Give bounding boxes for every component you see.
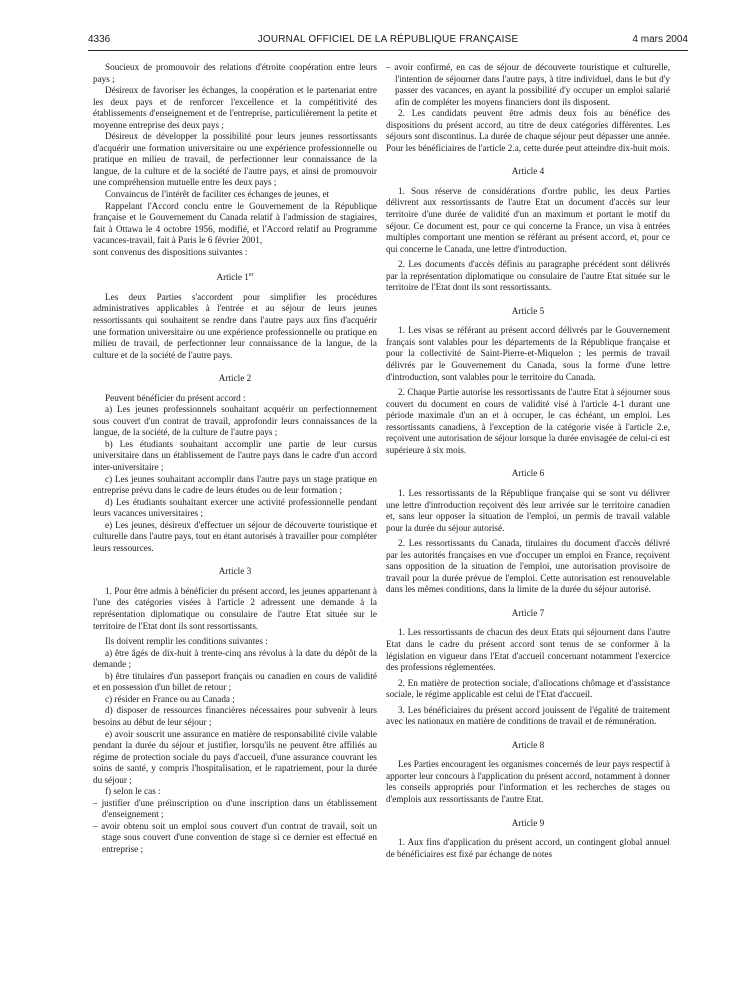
article-2-item: b) Les étudiants souhaitant accomplir une partie de leur cursus universitaire dans un établissement de l'autre pays dans le cadre d'un accord inter-universitaire ; — [93, 438, 377, 473]
article-2-heading: Article 2 — [218, 373, 252, 384]
article-2-item: d) Les étudiants souhaitant exercer une activité professionnelle pendant leurs vacances universitaires ; — [93, 496, 377, 519]
article-3-dash-item: – avoir obtenu soit un emploi sous couvert d'un contrat de travail, soit un stage sous couvert d'une convention de stage si ce dernier est effectué en entreprise ; — [93, 820, 377, 854]
page-number: 4336 — [88, 34, 111, 45]
article-3-paragraph: 2. Les candidats peuvent être admis deux fois au bénéfice des dispositions du présent accord, au titre de deux catégories différentes. Les séjours sont discontinus. La durée de chaque séjour peut dépasser une année. Pour les bénéficiaires de l'article 2.a, cette durée peut atteindre dix-huit mois. — [386, 108, 670, 153]
article-5-paragraph: 1. Les visas se référant au présent accord délivrés par le Gouvernement français sont valables pour les départements de la République française et pour la collectivité de Saint-Pierre-et-Miquelon ; les permis de travail délivrés par le Gouvernement du Canada, sous la forme d'une lettre d'introduction, sont valables pour le territoire du Canada. — [386, 325, 670, 382]
article-9-heading: Article 9 — [511, 817, 545, 828]
article-4-heading: Article 4 — [511, 166, 545, 177]
article-7-paragraph: 3. Les bénéficiaires du présent accord jouissent de l'égalité de traitement avec les nationaux en matière de conditions de travail et de rémunération. — [386, 704, 670, 727]
article-3-intro: Ils doivent remplir les conditions suivantes : — [105, 636, 268, 647]
article-8-heading: Article 8 — [511, 739, 545, 750]
article-3-heading: Article 3 — [218, 566, 252, 577]
preamble-paragraph: Soucieux de promouvoir des relations d'étroite coopération entre leurs pays ; — [93, 62, 377, 84]
article-4-paragraph: 1. Sous réserve de considérations d'ordre public, les deux Parties délivrent aux ressortissants de l'autre Etat un document d'accès sur leur territoire d'une durée de validité d'un an maximum et portant le motif du séjour. Ce document est, pour ce qui concerne la France, un visa à entrées multiples comportant une mention se référant au présent accord, et, pour ce qui concerne le Canada, une lettre d'introduction. — [386, 185, 670, 254]
article-3-item: d) disposer de ressources financières nécessaires pour subvenir à leurs besoins au début de leur séjour ; — [93, 705, 377, 727]
article-3-item: c) résider en France ou au Canada ; — [105, 693, 235, 704]
article-3-dash-item: – justifier d'une préinscription ou d'une inscription dans un établissement d'enseignement ; — [93, 797, 377, 820]
left-column — [93, 62, 377, 856]
article-7-heading: Article 7 — [511, 607, 545, 618]
page-header — [88, 34, 688, 51]
article-2-intro: Peuvent bénéficier du présent accord : — [105, 392, 246, 403]
article-3-paragraph: 1. Pour être admis à bénéficier du présent accord, les jeunes appartenant à l'une des catégories visées à l'article 2 adressent une demande à la représentation diplomatique ou consulaire de l'autre Etat située sur le territoire de l'Etat dont ils sont ressortissants. — [93, 585, 377, 631]
article-1-heading: Article 1er — [216, 272, 254, 283]
article-7-paragraph: 1. Les ressortissants de chacun des deux Etats qui séjournent dans l'autre Etat dans le cadre du présent accord sont tenus de se conformer à la législation en vigueur dans l'Etat d'accueil concernant notamment l'exercice des professions réglementées. — [386, 627, 670, 673]
article-2-item: c) Les jeunes souhaitant accomplir dans l'autre pays un stage pratique en entreprise prévu dans le cadre de leurs études ou de leur formation ; — [93, 473, 377, 496]
article-3-item: a) être âgés de dix-huit à trente-cinq ans révolus à la date du dépôt de la demande ; — [93, 647, 377, 670]
preamble-paragraph: Rappelant l'Accord conclu entre le Gouvernement de la République française et le Gouvernement du Canada relatif à l'admission de stagiaires, fait à Ottawa le 4 octobre 1956, modifié, et l'Accord relatif au Programme vacances-travail, fait à Paris le 6 février 2001, — [93, 200, 377, 246]
journal-title: JOURNAL OFFICIEL DE LA RÉPUBLIQUE FRANÇAISE — [257, 34, 519, 45]
article-5-paragraph: 2. Chaque Partie autorise les ressortissants de l'autre Etat à séjourner sous couvert du document en cours de validité visé à l'article 4-1 durant une période maximale d'un an et à occuper, le cas échéant, un emploi. Les ressortissants canadiens, à l'exception de la catégorie visée à l'article 2.e, reçoivent une autorisation de séjour lorsque la durée envisagée de celui-ci est supérieure à six mois. — [386, 387, 670, 455]
article-9-text: 1. Aux fins d'application du présent accord, un contingent global annuel de bénéficiaires est fixé par échange de notes — [386, 837, 670, 859]
convenus-line: sont convenus des dispositions suivantes : — [93, 246, 248, 257]
preamble-paragraph: Désireux de développer la possibilité pour leurs jeunes ressortissants d'acquérir une formation universitaire ou une expérience professionnelle ou pratique en milieu de travail, de perfectionner leur connaissance de la langue, de la culture et de la société de l'autre pays, et ainsi de promouvoir une compréhension mutuelle entre les deux pays ; — [93, 131, 377, 188]
article-3-item: e) avoir souscrit une assurance en matière de responsabilité civile valable pendant la durée du séjour et justifier, lorsqu'ils ne peuvent être affiliés au régime de protection sociale du pays d'accueil, d'une assurance couvrant les soins de santé, y compris l'hospitalisation, et le rapatriement, pour la durée du séjour ; — [93, 728, 377, 785]
article-3-item: b) être titulaires d'un passeport français ou canadien en cours de validité et en possession d'un billet de retour ; — [93, 670, 377, 693]
preamble-paragraph: Convaincus de l'intérêt de faciliter ces échanges de jeunes, et — [105, 189, 330, 200]
article-4-paragraph: 2. Les documents d'accès définis au paragraphe précédent sont délivrés par la représentation diplomatique ou consulaire de l'autre Etat située sur le territoire de l'Etat dont ils sont ressortissants. — [386, 259, 670, 293]
preamble-paragraph: Désireux de favoriser les échanges, la coopération et le partenariat entre les deux pays et de renforcer l'excellence et la compétitivité des établissements d'enseignement et de l'entreprise, particulièrement la petite et moyenne entreprise des deux pays ; — [93, 85, 377, 130]
article-7-paragraph: 2. En matière de protection sociale, d'allocations chômage et d'assistance sociale, le régime applicable est celui de l'Etat d'accueil. — [386, 677, 670, 700]
article-1-text: Les deux Parties s'accordent pour simplifier les procédures administratives applicables à l'entrée et au séjour de leurs jeunes ressortissants qui souhaitent se rendre dans l'autre pays aux fins d'acquérir une formation universitaire ou une expérience professionnelle ou pratique en milieu de travail, de perfectionner leur connaissance de la langue, de la culture et de la société de l'autre pays. — [93, 291, 377, 360]
right-column — [386, 62, 670, 860]
article-3-dash-item: – avoir confirmé, en cas de séjour de découverte touristique et culturelle, l'intention de séjourner dans l'autre pays, à titre individuel, dans le but d'y passer des vacances, en ayant la possibilité d'y occuper un emploi salarié afin de compléter les moyens financiers dont ils disposent. — [386, 62, 670, 107]
issue-date: 4 mars 2004 — [632, 34, 688, 45]
article-2-item: a) Les jeunes professionnels souhaitant acquérir un perfectionnement sous couvert d'un contrat de travail, approfondir leurs connaissances de la langue, de la société, de la culture de l'autre pays ; — [93, 404, 377, 438]
article-6-heading: Article 6 — [511, 468, 545, 479]
article-3-item: f) selon le cas : — [105, 786, 161, 797]
article-6-paragraph: 1. Les ressortissants de la République française qui se sont vu délivrer une lettre d'introduction reçoivent dès leur arrivée sur le territoire canadien et, sans leur opposer la situation de l'emploi, un permis de travail valable pour la durée du séjour autorisé. — [386, 487, 670, 533]
article-2-item: e) Les jeunes, désireux d'effectuer un séjour de découverte touristique et culturelle dans l'autre pays, tout en étant autorisés à travailler pour compléter leurs ressources. — [93, 519, 377, 553]
article-8-text: Les Parties encouragent les organismes concernés de leur pays respectif à apporter leur concours à l'application du présent accord, notamment à donner les conseils appropriés pour l'information et les recherches de stages ou d'emplois aux ressortissants de l'autre Etat. — [386, 759, 670, 804]
article-6-paragraph: 2. Les ressortissants du Canada, titulaires du document d'accès délivré par les autorités françaises en vue d'occuper un emploi en France, reçoivent sans opposition de la situation de l'emploi, une autorisation provisoire de travail pour la durée prévue de l'emploi. Cette autorisation est renouvelable dans les mêmes conditions, dans la limite de la durée du séjour autorisé. — [386, 538, 670, 595]
article-5-heading: Article 5 — [511, 305, 545, 316]
